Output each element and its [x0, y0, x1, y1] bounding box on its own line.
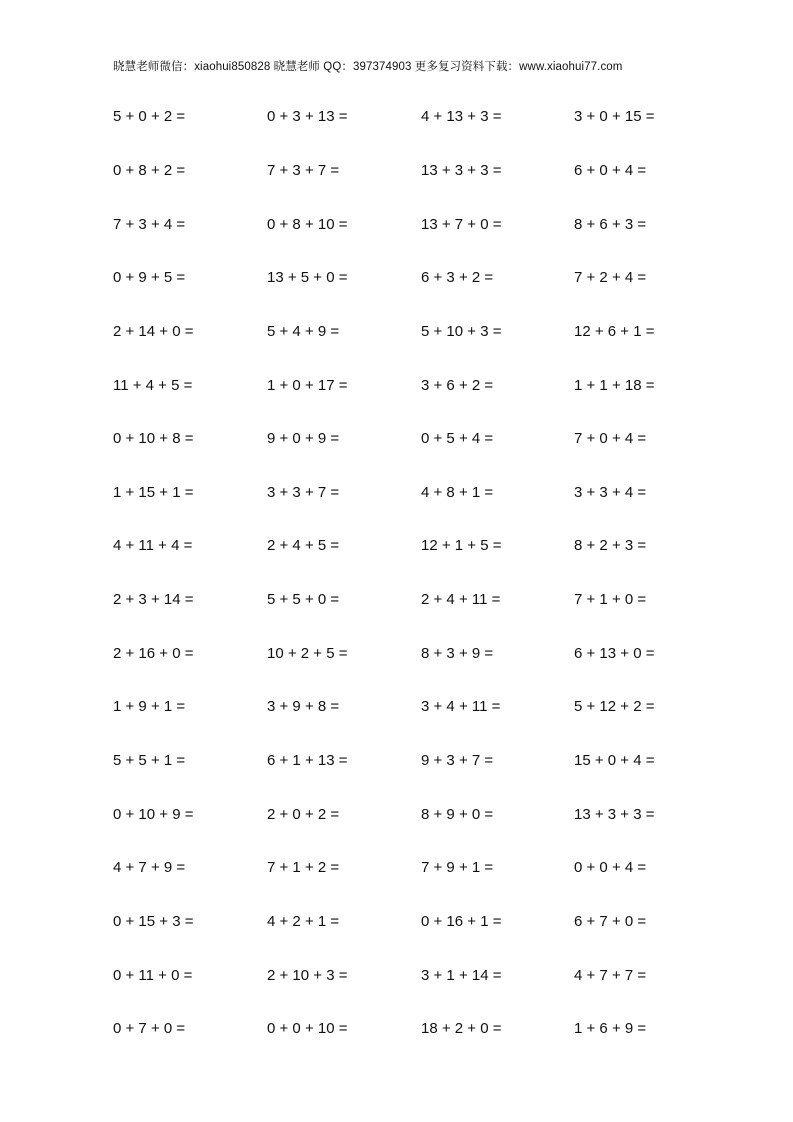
problem: 7 + 9 + 1 =: [421, 859, 494, 877]
problem-row: [113, 1002, 733, 1056]
worksheet-grid: [113, 90, 733, 1056]
problem: 2 + 3 + 14 =: [113, 591, 194, 609]
problem: 3 + 3 + 7 =: [267, 483, 340, 501]
problem: 2 + 14 + 0 =: [113, 322, 194, 340]
problem: 1 + 9 + 1 =: [113, 698, 186, 716]
problem-row: [113, 358, 733, 412]
problem: 5 + 4 + 9 =: [267, 322, 340, 340]
problem: 8 + 3 + 9 =: [421, 644, 494, 662]
problem: 4 + 7 + 9 =: [113, 859, 186, 877]
problem-row: [113, 251, 733, 305]
problem: 2 + 16 + 0 =: [113, 644, 194, 662]
problem: 12 + 1 + 5 =: [421, 537, 502, 555]
problem: 8 + 2 + 3 =: [574, 537, 647, 555]
problem: 9 + 3 + 7 =: [421, 752, 494, 769]
problem: 0 + 11 + 0 =: [113, 966, 193, 984]
problem: 0 + 8 + 10 =: [267, 215, 348, 233]
problem: 18 + 2 + 0 =: [421, 1020, 502, 1038]
problem-row: [113, 734, 733, 788]
problem: 7 + 3 + 7 =: [267, 161, 340, 179]
problem: 0 + 10 + 9 =: [113, 805, 194, 823]
problem: 1 + 15 + 1 =: [113, 483, 194, 501]
problem: 0 + 0 + 4 =: [574, 859, 647, 877]
problem: 0 + 3 + 13 =: [267, 108, 348, 126]
problem-row: [113, 197, 733, 251]
problem: 0 + 7 + 0 =: [113, 1020, 186, 1038]
problem: 4 + 8 + 1 =: [421, 483, 494, 501]
problem: 2 + 10 + 3 =: [267, 966, 348, 984]
problem: 3 + 1 + 14 =: [421, 966, 502, 984]
problem: 6 + 3 + 2 =: [421, 269, 494, 287]
problem-row: [113, 305, 733, 359]
problem: 5 + 5 + 1 =: [113, 752, 186, 769]
problem: 5 + 0 + 2 =: [113, 108, 186, 126]
problem: 13 + 5 + 0 =: [267, 269, 348, 287]
problem-row: [113, 787, 733, 841]
problem-row: [113, 626, 733, 680]
problem: 3 + 9 + 8 =: [267, 698, 340, 716]
problem: 0 + 15 + 3 =: [113, 912, 194, 930]
problem: 6 + 13 + 0 =: [574, 644, 655, 662]
problem: 4 + 7 + 7 =: [574, 966, 647, 984]
problem-row: [113, 90, 733, 144]
problem: 7 + 1 + 0 =: [574, 591, 647, 609]
problem: 7 + 1 + 2 =: [267, 859, 340, 877]
problem: 15 + 0 + 4 =: [574, 752, 655, 769]
problem: 0 + 16 + 1 =: [421, 912, 502, 930]
problem: 13 + 7 + 0 =: [421, 215, 502, 233]
problem: 0 + 5 + 4 =: [421, 430, 494, 448]
problem-row: [113, 573, 733, 627]
problem: 3 + 4 + 11 =: [421, 698, 501, 716]
problem: 1 + 0 + 17 =: [267, 376, 348, 394]
problem: 7 + 3 + 4 =: [113, 215, 186, 233]
problem: 5 + 5 + 0 =: [267, 591, 340, 609]
problem: 6 + 7 + 0 =: [574, 912, 647, 930]
problem: 8 + 9 + 0 =: [421, 805, 494, 823]
problem: 6 + 1 + 13 =: [267, 752, 348, 769]
problem: 5 + 10 + 3 =: [421, 322, 502, 340]
problem: 2 + 4 + 5 =: [267, 537, 340, 555]
problem: 2 + 4 + 11 =: [421, 591, 501, 609]
problem: 0 + 9 + 5 =: [113, 269, 186, 287]
problem: 0 + 10 + 8 =: [113, 430, 194, 448]
problem-row: [113, 465, 733, 519]
problem: 12 + 6 + 1 =: [574, 322, 655, 340]
problem: 5 + 12 + 2 =: [574, 698, 655, 716]
problem: 10 + 2 + 5 =: [267, 644, 348, 662]
problem: 0 + 0 + 10 =: [267, 1020, 348, 1038]
problem-row: [113, 895, 733, 949]
problem: 9 + 0 + 9 =: [267, 430, 340, 448]
problem: 11 + 4 + 5 =: [113, 376, 193, 394]
problem-row: [113, 841, 733, 895]
problem: 13 + 3 + 3 =: [421, 161, 502, 179]
problem-row: [113, 519, 733, 573]
problem: 3 + 6 + 2 =: [421, 376, 494, 394]
page-header: 晓慧老师微信：xiaohui850828 晓慧老师 QQ：397374903 更多复习资料下载：www.xiaohui77.com: [113, 61, 623, 73]
problem: 1 + 1 + 18 =: [574, 376, 655, 394]
problem-row: [113, 412, 733, 466]
problem: 3 + 0 + 15 =: [574, 108, 655, 126]
problem-row: [113, 144, 733, 198]
problem: 13 + 3 + 3 =: [574, 805, 655, 823]
problem: 0 + 8 + 2 =: [113, 161, 186, 179]
problem: 4 + 2 + 1 =: [267, 912, 340, 930]
problem: 7 + 2 + 4 =: [574, 269, 647, 287]
problem: 3 + 3 + 4 =: [574, 483, 647, 501]
problem: 7 + 0 + 4 =: [574, 430, 647, 448]
problem: 2 + 0 + 2 =: [267, 805, 340, 823]
problem-row: [113, 948, 733, 1002]
problem: 1 + 6 + 9 =: [574, 1020, 647, 1038]
problem: 8 + 6 + 3 =: [574, 215, 647, 233]
problem: 6 + 0 + 4 =: [574, 161, 647, 179]
problem: 4 + 13 + 3 =: [421, 108, 502, 126]
problem: 4 + 11 + 4 =: [113, 537, 193, 555]
problem-row: [113, 680, 733, 734]
